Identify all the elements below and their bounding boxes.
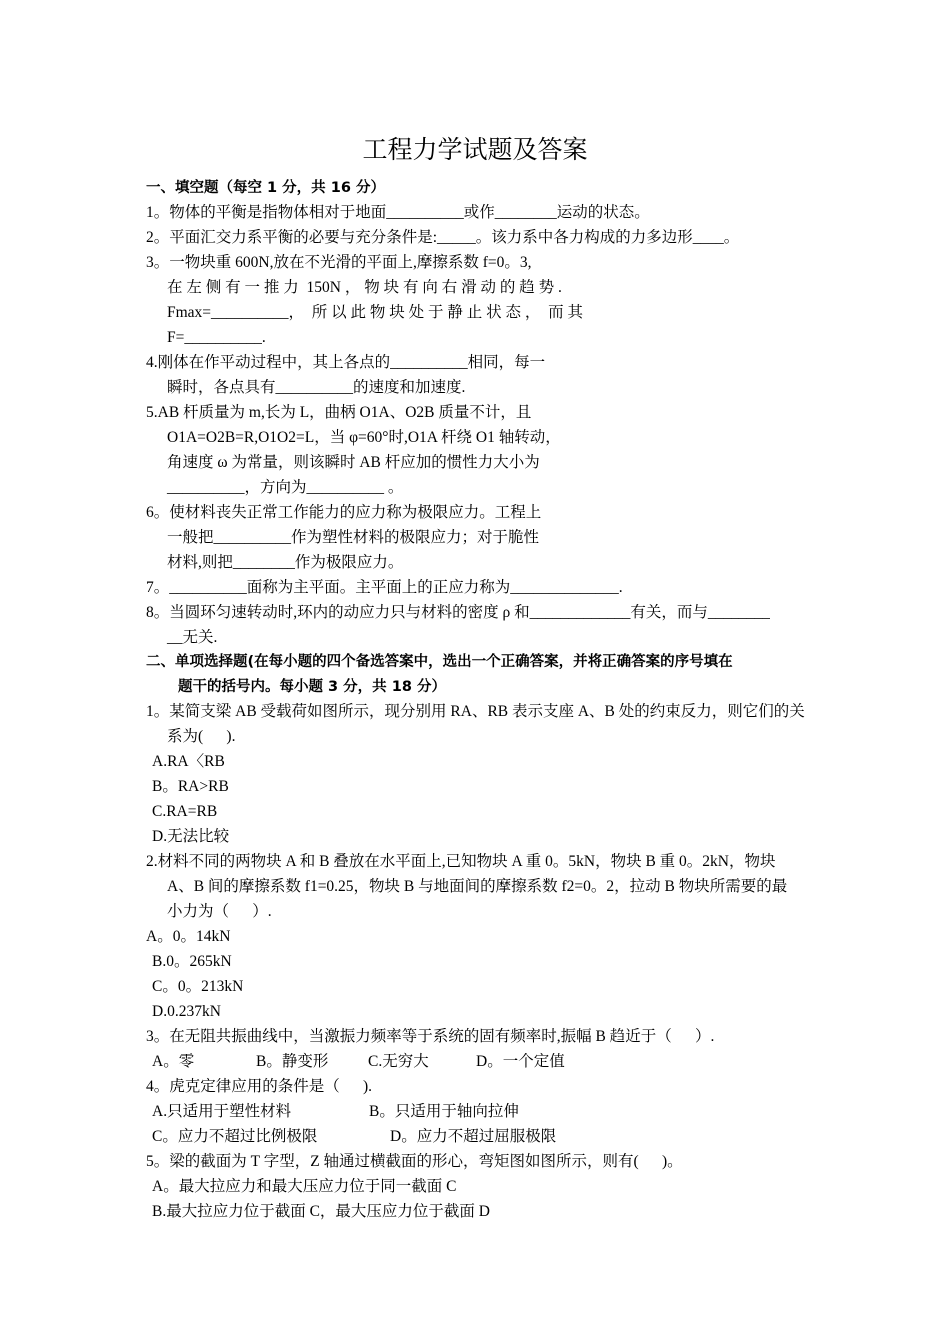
- question-2-2-line-3: 小力为（ ）.: [167, 903, 272, 920]
- question-2-3-option-a: A。零: [152, 1053, 195, 1070]
- question-1-8-line-2: __无关.: [167, 629, 218, 646]
- question-2-1-line-2: 系为( ).: [167, 728, 236, 745]
- section-1-heading: 一、填空题（每空 1 分，共 16 分）: [146, 180, 385, 196]
- question-2-3-option-d: D。一个定值: [476, 1053, 565, 1070]
- question-1-4-line-1: 4.刚体在作平动过程中，其上各点的__________相同，每一: [146, 354, 546, 371]
- question-2-1-option-d: D.无法比较: [152, 828, 230, 845]
- question-2-2-line-2: A、B 间的摩擦系数 f1=0.25，物块 B 与地面间的摩擦系数 f2=0。2，拉动 B 物块所需要的最: [167, 878, 788, 895]
- question-2-1-option-a: A.RA〈RB: [152, 753, 225, 770]
- section-2-heading-line-1: 二、单项选择题(在每小题的四个备选答案中，选出一个正确答案，并将正确答案的序号填在: [146, 654, 733, 670]
- document-title: 工程力学试题及答案: [362, 135, 588, 164]
- question-2-5-option-b: B.最大拉应力位于截面 C，最大压应力位于截面 D: [152, 1203, 490, 1220]
- question-1-6-line-3: 材料,则把________作为极限应力。: [167, 554, 404, 571]
- question-2-3-option-b: B。静变形: [256, 1053, 329, 1070]
- question-1-1: 1。物体的平衡是指物体相对于地面__________或作________运动的状态。: [146, 204, 650, 221]
- question-1-3-line-4: F=__________.: [167, 329, 266, 346]
- question-1-5-line-2: O1A=O2B=R,O1O2=L，当 φ=60°时,O1A 杆绕 O1 轴转动，: [167, 429, 561, 446]
- question-1-4-line-2: 瞬时，各点具有__________的速度和加速度.: [167, 379, 466, 396]
- question-1-3-line-1: 3。一物块重 600N,放在不光滑的平面上,摩擦系数 f=0。3,: [146, 254, 532, 271]
- question-1-2: 2。平面汇交力系平衡的必要与充分条件是:_____。该力系中各力构成的力多边形____。: [146, 229, 740, 246]
- question-2-1-option-c: C.RA=RB: [152, 803, 218, 820]
- question-1-3-line-3: Fmax=__________， 所 以 此 物 块 处 于 静 止 状 态 ， 而 其: [167, 304, 584, 321]
- question-2-4-option-b: B。只适用于轴向拉伸: [369, 1103, 519, 1120]
- question-2-4-option-d: D。应力不超过屈服极限: [390, 1128, 557, 1145]
- question-2-4-option-c: C。应力不超过比例极限: [152, 1128, 318, 1145]
- question-2-2-option-a: A。0。14kN: [146, 928, 231, 945]
- question-2-1-option-b: B。RA>RB: [152, 778, 229, 795]
- question-1-6-line-1: 6。使材料丧失正常工作能力的应力称为极限应力。工程上: [146, 504, 542, 521]
- question-1-3-line-2: 在 左 侧 有 一 推 力 150N ， 物 块 有 向 右 滑 动 的 趋 势 .: [167, 279, 562, 296]
- question-1-7: 7。__________面称为主平面。主平面上的正应力称为______________.: [146, 579, 623, 596]
- question-2-4: 4。虎克定律应用的条件是（ ).: [146, 1078, 373, 1095]
- question-2-2-line-1: 2.材料不同的两物块 A 和 B 叠放在水平面上,已知物块 A 重 0。5kN，物块 B 重 0。2kN，物块: [146, 853, 776, 870]
- question-2-1-line-1: 1。某简支梁 AB 受载荷如图所示，现分别用 RA、RB 表示支座 A、B 处的约束反力，则它们的关: [146, 703, 805, 720]
- question-1-5-line-4: __________，方向为__________ 。: [167, 479, 404, 496]
- question-1-8-line-1: 8。当圆环匀速转动时,环内的动应力只与材料的密度 ρ 和_____________有关，而与________: [146, 604, 770, 621]
- question-1-5-line-1: 5.AB 杆质量为 m,长为 L，曲柄 O1A、O2B 质量不计，且: [146, 404, 532, 421]
- question-2-4-option-a: A.只适用于塑性材料: [152, 1103, 292, 1120]
- question-2-2-option-b: B.0。265kN: [152, 953, 232, 970]
- question-2-5: 5。梁的截面为 T 字型，Z 轴通过横截面的形心，弯矩图如图所示，则有( )。: [146, 1153, 683, 1170]
- question-2-3: 3。在无阻共振曲线中，当激振力频率等于系统的固有频率时,振幅 B 趋近于（ ）.: [146, 1028, 715, 1045]
- question-2-2-option-d: D.0.237kN: [152, 1003, 221, 1020]
- section-2-heading-line-2: 题干的括号内。每小题 3 分，共 18 分）: [178, 679, 446, 695]
- question-1-6-line-2: 一般把__________作为塑性材料的极限应力；对于脆性: [167, 529, 540, 546]
- question-2-2-option-c: C。0。213kN: [152, 978, 244, 995]
- question-2-5-option-a: A。最大拉应力和最大压应力位于同一截面 C: [152, 1178, 457, 1195]
- question-1-5-line-3: 角速度 ω 为常量，则该瞬时 AB 杆应加的惯性力大小为: [167, 454, 540, 471]
- question-2-3-option-c: C.无穷大: [368, 1053, 429, 1070]
